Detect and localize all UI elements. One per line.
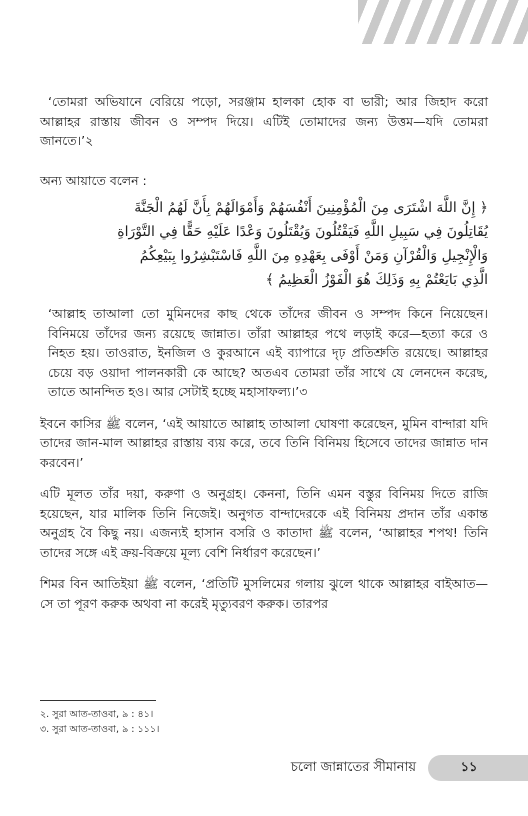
paragraph-mercy: এটি মূলত তাঁর দয়া, করুণা ও অনুগ্রহ। কেননা, তিনি এমন বস্তুর বিনিময় দিতে রাজি হয়েছেন, যার মালিক তিনি নিজেই। অনুগত বান্দাদেরকে এই বিনিময় প্রদান তাঁর একান্ত অনুগ্রহ বৈ কিছু নয়। এজন্যই হাসান বসরি ও কাতাদা ﷺ বলেন, ‘আল্লাহর শপথ! তিনি তাদের সঙ্গে এই ক্রয়-বিক্রয়ে মূল্য বেশি নির্ধারণ করেছেন।’ [40,486,488,560]
arabic-verse-block [40,196,488,292]
footnotes [40,707,159,737]
arabic-verse-line: ﴿ إِنَّ اللَّهَ اشْتَرَى مِنَ الْمُؤْمِنِينَ أَنْفُسَهُمْ وَأَمْوَالَهُمْ بِأَنَّ لَهُمُ الْجَنَّةَ [134,200,488,216]
page-number: ১১ [460,760,478,775]
page-body [40,92,488,613]
arabic-verse-line: الَّذِي بَايَعْتُمْ بِهِ وَذَلِكَ هُوَ الْفَوْزُ الْعَظِيمُ ﴾ [265,272,488,288]
running-book-title: চলো জান্নাতের সীমানায় [290,760,416,775]
arabic-verse-line: وَالْإِنْجِيلِ وَالْقُرْآنِ وَمَنْ أَوْفَى بِعَهْدِهِ مِنَ اللَّهِ فَاسْتَبْشِرُوا بِبَيْعِكُمُ [139,248,488,264]
footnote-divider [40,700,156,701]
header-stripes-decoration [358,0,528,44]
other-verse-label: অন্য আয়াতে বলেন : [40,172,147,188]
quote-paragraph-1: ‘তোমরা অভিযানে বেরিয়ে পড়ো, সরঞ্জাম হালকা হোক বা ভারী; আর জিহাদ করো আল্লাহর রাস্তায় জীবন ও সম্পদ দিয়ে। এটিই তোমাদের জন্য উত্তম—যদি তোমরা জানতে।’২ [40,94,488,148]
page-footer [0,755,528,781]
paragraph-ibn-kathir: ইবনে কাসির ﷺ বলেন, ‘এই আয়াতে আল্লাহ তাআলা ঘোষণা করেছেন, মুমিন বান্দারা যদি তাদের জান-মাল আল্লাহর রাস্তায় ব্যয় করে, তবে তিনি বিনিময় হিসেবে তাদের জান্নাত দান করবেন।’ [40,415,488,470]
page-number-tab [428,755,528,781]
footnote-item: ২. সুরা আত-তাওবা, ৯ : ৪১। [40,709,154,720]
footnote-item: ৩. সুরা আত-তাওবা, ৯ : ১১১। [40,724,160,735]
paragraph-shimr: শিমর বিন আতিইয়া ﷺ বলেন, ‘প্রতিটি মুসলিমের গলায় ঝুলে থাকে আল্লাহর বাইআত—সে তা পূরণ করুক অথবা না করেই মৃত্যুবরণ করুক। তারপর [40,576,489,611]
translation-quote: ‘আল্লাহ তাআলা তো মুমিনদের কাছ থেকে তাঁদের জীবন ও সম্পদ কিনে নিয়েছেন। বিনিময়ে তাঁদের জন্য রয়েছে জান্নাত। তাঁরা আল্লাহর পথে লড়াই করে—হত্যা করে ও নিহত হয়। তাওরাত, ইনজিল ও কুরআনে এই ব্যাপারে দৃঢ় প্রতিশ্রুতি রয়েছে। আল্লাহর চেয়ে বড় ওয়াদা পালনকারী কে আছে? অতএব তোমরা তাঁর সাথে যে লেনদেন করেছ, তাতে আনন্দিত হও। আর সেটাই হচ্ছে মহাসাফল্য।’৩ [48,306,488,399]
arabic-verse-line: يُقَاتِلُونَ فِي سَبِيلِ اللَّهِ فَيَقْتُلُونَ وَيُقْتَلُونَ وَعْدًا عَلَيْهِ حَقًّا فِي التَّوْرَاةِ [117,224,488,240]
